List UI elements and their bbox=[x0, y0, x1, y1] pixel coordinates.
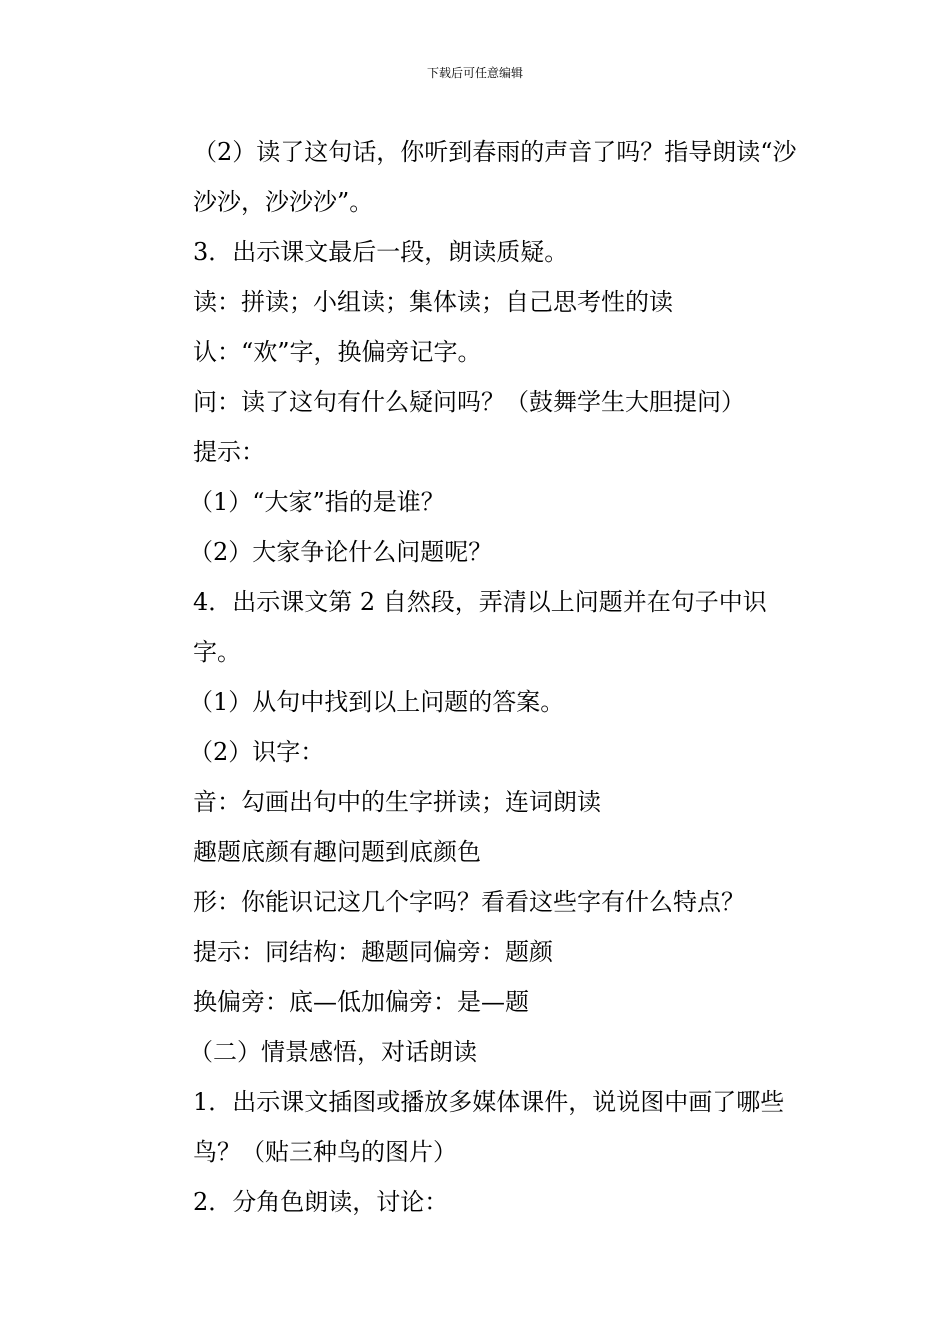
page-header: 下载后可任意编辑 bbox=[426, 66, 523, 80]
paragraph-7: （1）“大家”指的是谁？ bbox=[189, 488, 445, 516]
paragraph-14: 形：你能识记这几个字吗？看看这些字有什么特点？ bbox=[193, 888, 745, 916]
paragraph-5: 问：读了这句有什么疑问吗？（鼓舞学生大胆提问） bbox=[193, 388, 745, 416]
paragraph-4: 认：“欢”字，换偏旁记字。 bbox=[193, 338, 482, 366]
paragraph-16: 换偏旁：底—低加偏旁：是—题 bbox=[193, 988, 529, 1016]
paragraph-8: （2）大家争论什么问题呢？ bbox=[189, 538, 493, 566]
paragraph-12: 音：勾画出句中的生字拼读；连词朗读 bbox=[193, 788, 601, 816]
paragraph-10: （1）从句中找到以上问题的答案。 bbox=[189, 688, 565, 716]
paragraph-6: 提示： bbox=[193, 438, 265, 466]
paragraph-13: 趣题底颜有趣问题到底颜色 bbox=[193, 838, 481, 866]
paragraph-9: 4．出示课文第 2 自然段，弄清以上问题并在句子中识字。 bbox=[193, 588, 767, 666]
paragraph-11: （2）识字： bbox=[189, 738, 325, 766]
paragraph-3: 读：拼读；小组读；集体读；自己思考性的读 bbox=[193, 288, 673, 316]
paragraph-18: 1．出示课文插图或播放多媒体课件，说说图中画了哪些鸟？（贴三种鸟的图片） bbox=[193, 1088, 785, 1166]
paragraph-19: 2．分角色朗读，讨论： bbox=[193, 1188, 449, 1216]
paragraph-1: （2）读了这句话，你听到春雨的声音了吗？指导朗读“沙沙沙，沙沙沙”。 bbox=[193, 138, 797, 216]
paragraph-17: （二）情景感悟，对话朗读 bbox=[189, 1038, 477, 1066]
paragraph-2: 3．出示课文最后一段，朗读质疑。 bbox=[193, 238, 569, 266]
paragraph-15: 提示：同结构：趣题同偏旁：题颜 bbox=[193, 938, 553, 966]
document-body bbox=[145, 127, 810, 1227]
